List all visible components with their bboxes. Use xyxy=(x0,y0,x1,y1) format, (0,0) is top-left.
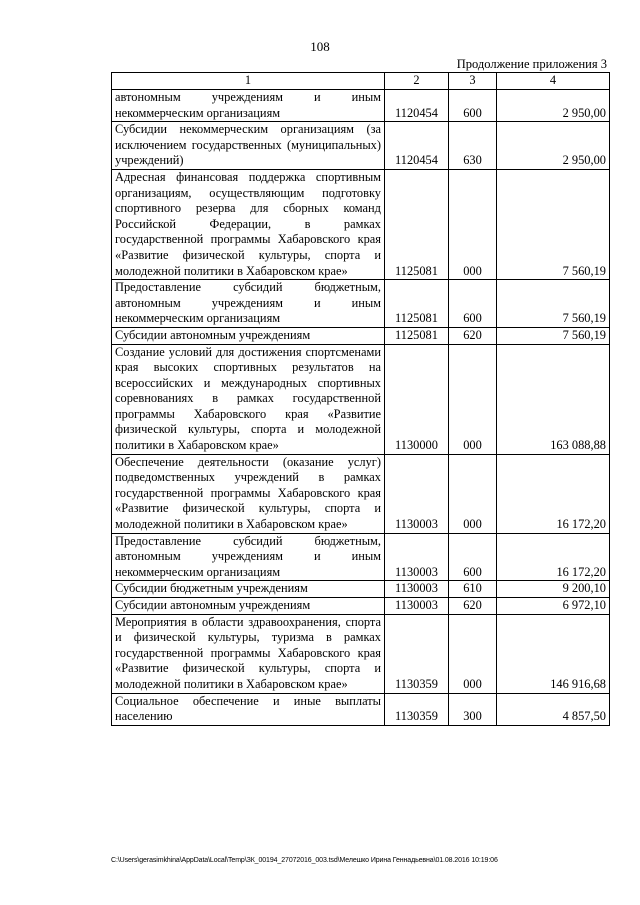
table-header-row xyxy=(112,73,610,90)
table-row xyxy=(112,454,610,533)
continuation-label: Продолжение приложения 3 xyxy=(456,57,607,71)
row-description: Создание условий для достижения спортсменами края высоких спортивных результатов на всероссийских и международных спортивных соревнованиях в рамках государственной программы Хабаровского края «Развитие физической культуры, спорта и молодежной политики в Хабаровском крае» xyxy=(112,344,385,454)
row-expense-kind: 000 xyxy=(449,614,497,693)
row-target-code: 1120454 xyxy=(385,90,449,122)
row-amount: 163 088,88 xyxy=(497,344,610,454)
row-target-code: 1125081 xyxy=(385,327,449,344)
row-expense-kind: 600 xyxy=(449,90,497,122)
row-amount: 7 560,19 xyxy=(497,280,610,328)
table-row xyxy=(112,280,610,328)
row-description: Предоставление субсидий бюджетным, автономным учреждениям и иным некоммерческим организациям xyxy=(112,280,385,328)
row-target-code: 1125081 xyxy=(385,169,449,279)
table-row xyxy=(112,327,610,344)
row-expense-kind: 620 xyxy=(449,327,497,344)
row-amount: 146 916,68 xyxy=(497,614,610,693)
row-amount: 4 857,50 xyxy=(497,693,610,725)
row-description: Субсидии автономным учреждениям xyxy=(112,327,385,344)
row-expense-kind: 600 xyxy=(449,533,497,581)
footer-file-path: C:\Users\gerasimkhina\AppData\Local\Temp\ЗК_00194_27072016_003.tsd\Мелешко Ирина Геннадьевна\01.08.2016 10:19:06 xyxy=(111,857,498,864)
table-row xyxy=(112,533,610,581)
row-target-code: 1120454 xyxy=(385,122,449,170)
row-amount: 16 172,20 xyxy=(497,454,610,533)
row-expense-kind: 620 xyxy=(449,598,497,615)
row-expense-kind: 300 xyxy=(449,693,497,725)
row-amount: 7 560,19 xyxy=(497,327,610,344)
row-target-code: 1130003 xyxy=(385,454,449,533)
row-expense-kind: 000 xyxy=(449,344,497,454)
row-expense-kind: 000 xyxy=(449,169,497,279)
header-amount: 4 xyxy=(497,73,610,90)
row-description: автономным учреждениям и иным некоммерческим организациям xyxy=(112,90,385,122)
row-description: Предоставление субсидий бюджетным, автономным учреждениям и иным некоммерческим организациям xyxy=(112,533,385,581)
table-row xyxy=(112,693,610,725)
row-expense-kind: 600 xyxy=(449,280,497,328)
row-target-code: 1130003 xyxy=(385,598,449,615)
row-target-code: 1125081 xyxy=(385,280,449,328)
row-amount: 9 200,10 xyxy=(497,581,610,598)
row-description: Субсидии некоммерческим организациям (за исключением государственных (муниципальных) учреждений) xyxy=(112,122,385,170)
row-description: Мероприятия в области здравоохранения, спорта и физической культуры, туризма в рамках государственной программы Хабаровского края «Развитие физической культуры, спорта и молодежной политики в Хабаровском крае» xyxy=(112,614,385,693)
row-target-code: 1130359 xyxy=(385,693,449,725)
row-amount: 2 950,00 xyxy=(497,122,610,170)
row-target-code: 1130359 xyxy=(385,614,449,693)
row-description: Субсидии бюджетным учреждениям xyxy=(112,581,385,598)
table-row xyxy=(112,122,610,170)
row-expense-kind: 610 xyxy=(449,581,497,598)
page-number: 108 xyxy=(310,39,330,54)
table-row xyxy=(112,598,610,615)
header-description: 1 xyxy=(112,73,385,90)
row-description: Обеспечение деятельности (оказание услуг) подведомственных учреждений в рамках государственной программы Хабаровского края «Развитие физической культуры, спорта и молодежной политики в Хабаровском крае» xyxy=(112,454,385,533)
row-expense-kind: 630 xyxy=(449,122,497,170)
row-amount: 2 950,00 xyxy=(497,90,610,122)
header-kind: 3 xyxy=(449,73,497,90)
table-row xyxy=(112,614,610,693)
row-amount: 6 972,10 xyxy=(497,598,610,615)
row-target-code: 1130000 xyxy=(385,344,449,454)
budget-table xyxy=(111,72,610,726)
row-target-code: 1130003 xyxy=(385,581,449,598)
row-description: Социальное обеспечение и иные выплаты населению xyxy=(112,693,385,725)
header-code: 2 xyxy=(385,73,449,90)
row-description: Адресная финансовая поддержка спортивным организациям, осуществляющим подготовку спортивного резерва для сборных команд Российской Федерации, в рамках государственной программы Хабаровского края «Развитие физической культуры, спорта и молодежной политики в Хабаровском крае» xyxy=(112,169,385,279)
row-expense-kind: 000 xyxy=(449,454,497,533)
table-row xyxy=(112,344,610,454)
table-row xyxy=(112,169,610,279)
table-row xyxy=(112,90,610,122)
row-amount: 16 172,20 xyxy=(497,533,610,581)
row-target-code: 1130003 xyxy=(385,533,449,581)
row-amount: 7 560,19 xyxy=(497,169,610,279)
row-description: Субсидии автономным учреждениям xyxy=(112,598,385,615)
table-row xyxy=(112,581,610,598)
